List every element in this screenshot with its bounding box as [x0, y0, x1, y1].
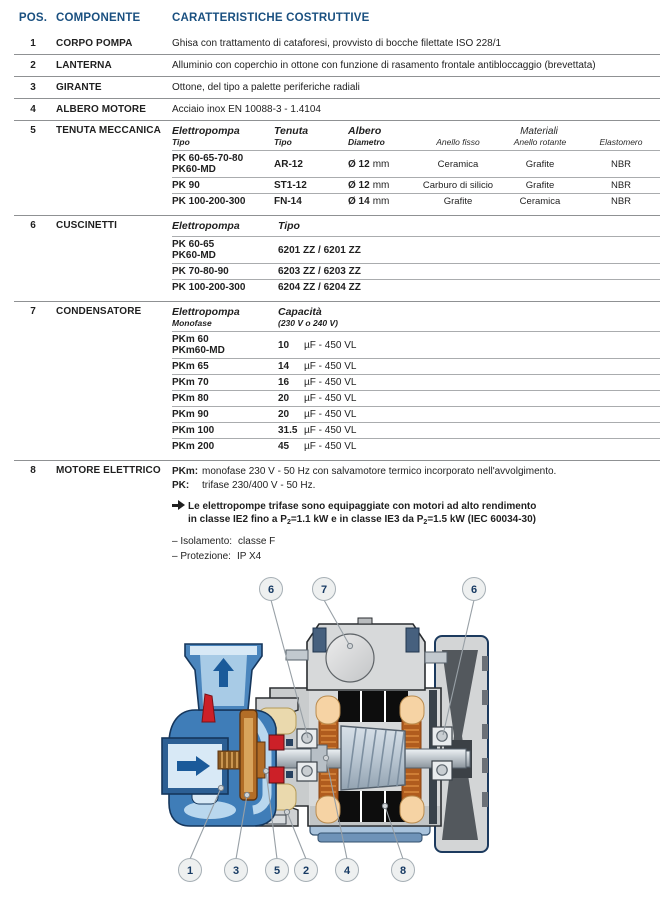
row-name: CUSCINETTI: [56, 220, 117, 231]
motor-series-text: monofase 230 V - 50 Hz con salvamotore termico incorporato nell'avvolgimento.: [202, 466, 557, 477]
pump-model: PK 100-200-300: [172, 196, 246, 207]
col-title: Elettropompa: [172, 220, 240, 232]
row-desc: Ghisa con trattamento di cataforesi, provvisto di bocche filettate ISO 228/1: [172, 38, 502, 49]
pump-model: PK60-MD: [172, 250, 216, 261]
header-componente: COMPONENTE: [56, 12, 141, 24]
tenuta-subtable: [172, 125, 660, 209]
svg-text:4: 4: [343, 865, 351, 877]
condensatore-row: [172, 359, 660, 375]
tenuta-row: [172, 178, 660, 194]
row-name: ALBERO MOTORE: [56, 104, 147, 115]
condensatore-row: [172, 407, 660, 423]
motore-details: [172, 465, 660, 564]
rotating-ring: Ceramica: [519, 196, 561, 207]
rotating-ring: Grafite: [525, 180, 555, 191]
capacitance-value: 20: [278, 393, 290, 404]
callout-8: [392, 859, 415, 882]
col-subtitle: Monofase: [172, 318, 212, 328]
fixed-ring: Carburo di silicio: [422, 180, 494, 191]
protection-line: – Protezione: IP X4: [172, 550, 262, 562]
row-name: TENUTA MECCANICA: [56, 125, 161, 136]
seal-type: AR-12: [274, 158, 303, 170]
seal-type: ST1-12: [274, 180, 307, 191]
col-title: Elettropompa: [172, 306, 240, 318]
condensatore-row: [172, 375, 660, 391]
condensatore-row: [172, 391, 660, 407]
callout-5: [266, 859, 289, 882]
svg-text:6: 6: [267, 584, 275, 596]
table-header: [14, 8, 660, 33]
svg-text:6: 6: [470, 584, 478, 596]
fixed-ring: Grafite: [443, 196, 473, 207]
shaft-diameter: Ø 14: [348, 196, 370, 207]
pump-model: PKm 90: [172, 409, 209, 420]
capacitance-value: 14: [278, 361, 290, 372]
capacitance-value: 20: [278, 409, 290, 420]
capacitance-value: 10: [278, 339, 290, 351]
pump-model: PKm 200: [172, 441, 215, 452]
fixed-ring: Ceramica: [437, 158, 479, 170]
callout-3: [225, 859, 248, 882]
capacitance-value: 31.5: [278, 425, 298, 436]
elastomer: NBR: [610, 180, 632, 191]
bearing-type: 6203 ZZ / 6203 ZZ: [278, 266, 361, 277]
col-title: Albero: [348, 125, 382, 137]
bearing-type: 6204 ZZ / 6204 ZZ: [278, 282, 361, 293]
row-pos: 4: [30, 104, 36, 115]
table-row: [14, 54, 660, 76]
condensatore-row: [172, 423, 660, 439]
note-line: in classe IE2 fino a $P_2=1.1$ kW e in classe IE3 da $P_2=1.5$ kW (IEC 60034-30): [188, 514, 536, 526]
seal-type: FN-14: [274, 196, 302, 207]
capacitor: [326, 634, 374, 682]
col-title: Elettropompa: [172, 125, 240, 137]
col-subtitle: Anello rotante: [513, 137, 567, 147]
cuscinetti-row: [172, 237, 660, 264]
col-title-materiali: Materiali: [520, 125, 558, 137]
header-pos: POS.: [18, 12, 48, 24]
capacitance-unit: µF - 450 VL: [304, 377, 357, 388]
header-caratteristiche: CARATTERISTICHE COSTRUTTIVE: [172, 12, 370, 24]
capacitance-unit: µF - 450 VL: [304, 393, 357, 404]
cuscinetti-subtable: [172, 220, 660, 295]
callout-4: [336, 859, 359, 882]
shaft-diameter: Ø 12: [348, 180, 370, 191]
condensatore-row: [172, 439, 660, 454]
cuscinetti-row: [172, 280, 660, 295]
note-line: Le elettropompe trifase sono equipaggiate con motori ad alto rendimento: [188, 501, 537, 512]
pump-model: PKm 60: [172, 334, 209, 345]
motor-line-monofase: [172, 465, 660, 479]
row-name: MOTORE ELETTRICO: [56, 465, 161, 476]
insulation-line: – Isolamento: classe F: [172, 536, 276, 547]
pump-model: PK60-MD: [172, 164, 216, 175]
pump-model: PK 60-65-70-80: [172, 153, 244, 164]
row-desc: Acciaio inox EN 10088-3 - 1.4104: [172, 104, 321, 115]
efficiency-note: [172, 499, 660, 529]
svg-text:3: 3: [232, 865, 240, 877]
motor-series-text: trifase 230/400 V - 50 Hz.: [202, 479, 316, 491]
col-subtitle: Tipo: [172, 137, 190, 147]
rotor: [341, 726, 405, 790]
col-title: Capacità: [278, 306, 322, 318]
pump-model: PK 90: [172, 180, 200, 191]
section-tenuta-meccanica: [14, 120, 660, 215]
row-pos: 7: [30, 306, 36, 317]
callout-6-left: [260, 578, 283, 601]
capacitance-unit: µF - 450 VL: [304, 409, 357, 420]
col-subtitle: (230 V o 240 V): [278, 318, 339, 328]
tenuta-subtable-subtitles: [172, 137, 660, 151]
shaft-diameter: Ø 12: [348, 158, 370, 170]
pump-model: PK 100-200-300: [172, 282, 246, 293]
capacitance-unit: µF - 450 VL: [304, 425, 357, 436]
row-name: LANTERNA: [56, 60, 112, 71]
capacitance-value: 16: [278, 377, 290, 388]
svg-text:8: 8: [399, 865, 407, 877]
tenuta-subtable-titles: [172, 125, 660, 137]
rotating-ring: Grafite: [525, 158, 555, 170]
motor-series-label: PK:: [172, 479, 190, 491]
condensatore-subtitles: [172, 318, 660, 332]
pump-model: PKm 65: [172, 361, 209, 372]
pump-model: PKm 80: [172, 393, 209, 404]
callout-1: [179, 859, 202, 882]
row-pos: 5: [30, 125, 36, 136]
row-pos: 2: [30, 60, 36, 71]
table-row: [14, 33, 660, 54]
col-title: Tipo: [278, 220, 300, 232]
elastomer: NBR: [610, 196, 632, 207]
section-motore-elettrico: [14, 460, 660, 570]
callout-6-right: [463, 578, 486, 601]
cuscinetti-titles: [172, 220, 660, 237]
capacitance-unit: µF - 450 VL: [304, 339, 357, 351]
pump-model: PKm60-MD: [172, 345, 225, 356]
svg-text:1: 1: [186, 865, 194, 877]
row-pos: 1: [30, 38, 36, 49]
right-arrow-icon: [172, 500, 185, 510]
row-name: GIRANTE: [56, 82, 102, 93]
pump-cross-section-diagram: [148, 558, 496, 892]
cuscinetti-row: [172, 264, 660, 280]
callout-7: [313, 578, 336, 601]
pump-model: PKm 100: [172, 425, 215, 436]
row-pos: 8: [30, 465, 36, 476]
bearing-type: 6201 ZZ / 6201 ZZ: [278, 244, 361, 256]
unit: mm: [372, 196, 390, 207]
svg-text:7: 7: [320, 584, 328, 596]
col-subtitle: Tipo: [274, 137, 292, 147]
section-cuscinetti: [14, 215, 660, 301]
svg-text:5: 5: [273, 865, 281, 877]
pump-model: PK 70-80-90: [172, 266, 229, 277]
row-desc: Ottone, del tipo a palette periferiche radiali: [172, 82, 360, 93]
pump-diagram-svg: [148, 558, 496, 892]
callout-2: [295, 859, 318, 882]
capacitance-value: 45: [278, 441, 290, 452]
motor-line-trifase: [172, 479, 660, 493]
table-row: [14, 98, 660, 120]
pump-model: PKm 70: [172, 377, 209, 388]
col-subtitle: Elastomero: [599, 137, 643, 147]
components-table: [14, 8, 660, 570]
svg-text:2: 2: [302, 865, 310, 877]
elastomer: NBR: [610, 158, 632, 170]
col-subtitle: Anello fisso: [436, 137, 480, 147]
tenuta-row: [172, 151, 660, 178]
motor-series-label: PKm:: [172, 466, 199, 477]
pump-model: PK 60-65: [172, 239, 215, 250]
unit: mm: [372, 180, 390, 191]
row-name: CORPO POMPA: [56, 38, 133, 49]
capacitance-unit: µF - 450 VL: [304, 441, 357, 452]
row-name: CONDENSATORE: [56, 306, 142, 317]
table-row: [14, 76, 660, 98]
condensatore-titles: [172, 306, 660, 318]
condensatore-row: [172, 332, 660, 359]
row-pos: 6: [30, 220, 36, 231]
section-condensatore: [14, 301, 660, 460]
capacitance-unit: µF - 450 VL: [304, 361, 357, 372]
col-subtitle: Diametro: [348, 137, 385, 147]
condensatore-subtable: [172, 306, 660, 454]
tenuta-row: [172, 194, 660, 209]
row-pos: 3: [30, 82, 36, 93]
col-title: Tenuta: [274, 125, 309, 137]
unit: mm: [372, 158, 390, 170]
row-desc: Alluminio con coperchio in ottone con funzione di rasamento frontale antibloccaggio (brevettata): [172, 60, 596, 71]
